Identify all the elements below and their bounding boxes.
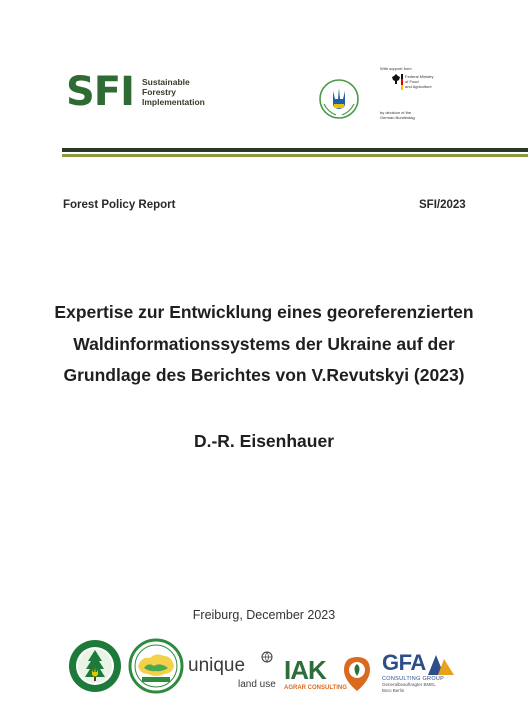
location-pin-icon bbox=[342, 656, 372, 692]
federal-eagle-icon bbox=[392, 74, 400, 84]
bmel-decision-text bbox=[380, 110, 415, 120]
forest-agency-seal-icon bbox=[67, 638, 123, 694]
gfa-logo bbox=[382, 652, 460, 693]
sfi-logo-line-1: Sustainable bbox=[142, 77, 190, 87]
german-flag-icon bbox=[401, 74, 403, 90]
bmel-support-text: With support from bbox=[380, 66, 412, 71]
sfi-logo bbox=[66, 69, 205, 115]
bmel-ministry-name bbox=[405, 74, 433, 89]
forestry-institute-seal-icon bbox=[128, 638, 184, 694]
place-date: Freiburg, December 2023 bbox=[192, 608, 336, 622]
trident-emblem-icon bbox=[318, 78, 360, 120]
gfa-logo-word: GFA bbox=[382, 650, 426, 675]
bmel-ministry-line-1: Federal Ministry bbox=[405, 74, 434, 79]
title-line-1: Expertise zur Entwicklung eines georeferenzierten bbox=[54, 302, 474, 322]
sfi-logo-line-3: Implementation bbox=[142, 97, 205, 107]
gfa-logo-sub: CONSULTING GROUP bbox=[382, 676, 445, 682]
bmel-decision-line-2: German Bundestag bbox=[380, 115, 415, 120]
bmel-logo bbox=[380, 66, 460, 124]
document-title bbox=[20, 297, 508, 392]
iak-logo bbox=[284, 656, 347, 691]
sfi-logo-line-2: Forestry bbox=[142, 87, 177, 97]
header-rule-dark bbox=[62, 148, 528, 152]
unique-logo-sub: land use bbox=[238, 679, 276, 690]
report-code: SFI/2023 bbox=[419, 199, 466, 211]
title-line-2: Waldinformationssystems der Ukraine auf der bbox=[73, 333, 455, 354]
gfa-logo-line-1: Generalbeauftragter BMEL bbox=[382, 682, 436, 687]
report-series-label: Forest Policy Report bbox=[63, 199, 176, 211]
title-line-3: Grundlage des Berichtes von V.Revutskyi (2023) bbox=[63, 365, 465, 385]
iak-logo-sub: AGRAR CONSULTING bbox=[284, 685, 347, 691]
sfi-logo-mark: SFI bbox=[66, 69, 135, 115]
sfi-logo-text bbox=[142, 77, 205, 107]
gfa-triangle-icon bbox=[427, 654, 455, 676]
header-rule-olive bbox=[62, 154, 528, 157]
bmel-ministry-line-2: of Food bbox=[405, 79, 419, 84]
unique-logo bbox=[188, 655, 276, 690]
gfa-logo-line-2: Büro Berlin bbox=[382, 687, 405, 693]
bmel-decision-line-1: by decision of the bbox=[380, 110, 412, 115]
globe-icon bbox=[261, 651, 273, 663]
bmel-ministry-line-3: and Agriculture bbox=[405, 84, 432, 89]
unique-logo-word: unique bbox=[188, 655, 246, 676]
author: D.-R. Eisenhauer bbox=[193, 431, 335, 451]
iak-logo-word: IAK bbox=[284, 655, 326, 685]
